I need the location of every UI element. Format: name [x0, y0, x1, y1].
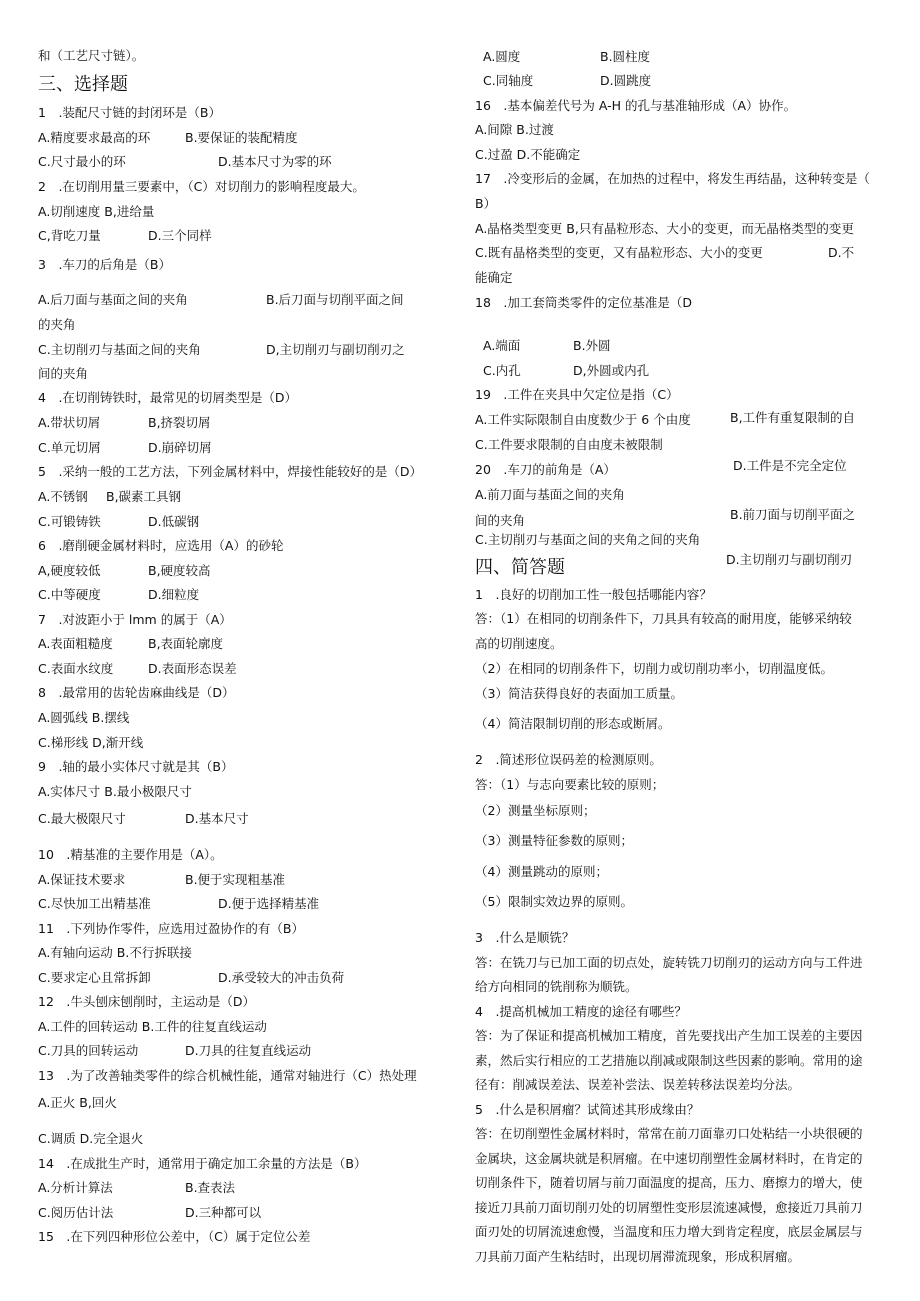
q3-option-c: C.主切削刃与基面之间的夹角 — [38, 342, 201, 357]
sa2-line-5: （5）限制实效边界的原则。 — [475, 894, 633, 909]
q17-option-c: C.既有晶格类型的变更，又有晶粒形态、大小的变更 — [475, 245, 763, 260]
section-3-title: 三、选择题 — [38, 74, 128, 95]
sa2-line-3: （3）测量特征参数的原则； — [475, 833, 633, 848]
q12-option-c: C.刀具的回转运动 — [38, 1043, 139, 1058]
q15-option-c: C.同轴度 — [483, 73, 534, 88]
q7-option-a: A.表面粗糙度 — [38, 636, 113, 651]
sa4-line-3: 径有：削减误差法、误差补尝法、误差转移法误差均分法。 — [475, 1077, 801, 1092]
q20-option-b: B.前刀面与切削平面之 — [730, 507, 856, 522]
q18-option-d: D,外圆或内孔 — [573, 363, 650, 378]
q17-answer: B） — [475, 196, 497, 211]
q17-option-d: D.不 — [828, 245, 855, 260]
q18-option-b: B.外圆 — [573, 338, 611, 353]
sa5-line-6: 刀具前刀面产生粘结时，出现切屑滞流现象，形成积屑瘤。 — [475, 1249, 801, 1264]
q5-option-b: B,碳素工具钢 — [106, 489, 182, 504]
sa1-line-3: （2）在相同的切削条件下，切削力或切削功率小，切削温度低。 — [475, 661, 833, 676]
q19-option-d: D.工件是不完全定位 — [733, 458, 847, 473]
q17-option-d-cont: 能确定 — [475, 270, 513, 285]
q14-option-c: C.阅历估计法 — [38, 1205, 114, 1220]
question-5: 5 .采纳一般的工艺方法，下列金属材料中，焊接性能较好的是（D） — [38, 464, 423, 479]
q4-option-d: D.崩碎切屑 — [148, 440, 212, 455]
sa3-line-1: 答：在铣刀与已加工面的切点处，旋转铣刀切削刃的运动方向与工件进 — [475, 955, 863, 970]
question-9: 9 .轴的最小实体尺寸就是其（B） — [38, 759, 234, 774]
question-10: 10 .精基准的主要作用是（A）。 — [38, 847, 223, 862]
question-19: 19 .工件在夹具中欠定位是指（C） — [475, 387, 679, 402]
q1-option-a: A.精度要求最高的环 — [38, 130, 151, 145]
sa5-line-5: 面刃处的切屑流速愈慢，当温度和压力增大到肯定程度，底层金属层与 — [475, 1224, 863, 1239]
sa1-line-2: 高的切削速度。 — [475, 636, 563, 651]
q20-option-a: A.前刀面与基面之间的夹角 — [475, 487, 625, 502]
q4-option-c: C.单元切屑 — [38, 440, 101, 455]
q10-option-b: B.便于实现粗基准 — [185, 872, 286, 887]
question-15: 15 .在下列四种形位公差中，（C）属于定位公差 — [38, 1229, 311, 1244]
q14-option-a: A.分析计算法 — [38, 1180, 113, 1195]
q18-option-a: A.端面 — [483, 338, 521, 353]
question-6: 6 .磨削硬金属材料时，应选用（A）的砂轮 — [38, 538, 284, 553]
question-8: 8 .最常用的齿轮齿麻曲线是（D） — [38, 685, 235, 700]
sa4-line-2: 素，然后实行相应的工艺措施以削减或限制这些因素的影响。常用的途 — [475, 1053, 863, 1068]
question-4: 4 .在切削铸铁时，最常见的切屑类型是（D） — [38, 390, 298, 405]
q12-option-d: D.刀具的往复直线运动 — [185, 1043, 312, 1058]
q8-option-cd: C.梯形线 D,渐开线 — [38, 735, 144, 750]
q5-option-c: C.可锻铸铁 — [38, 514, 101, 529]
q3-option-b-cont: 的夹角 — [38, 317, 76, 332]
q10-option-d: D.便于选择精基准 — [218, 896, 320, 911]
q9-option-c: C.最大极限尺寸 — [38, 811, 126, 826]
q7-option-c: C.表面水纹度 — [38, 661, 114, 676]
q18-option-c: C.内孔 — [483, 363, 521, 378]
q6-option-b: B,硬度较高 — [148, 563, 211, 578]
question-1: 1 .装配尺寸链的封闭环是（B） — [38, 105, 222, 120]
sa5-line-1: 答：在切削塑性金属材料时，常常在前刀面靠刃口处粘结一小块很硬的 — [475, 1126, 863, 1141]
q5-option-d: D.低碳钢 — [148, 514, 200, 529]
question-2: 2 .在切削用量三要素中，（C）对切削力的影响程度最大。 — [38, 179, 365, 194]
q14-option-b: B.查表法 — [185, 1180, 236, 1195]
q8-option-ab: A.圆弧线 B.摆线 — [38, 710, 130, 725]
q5-option-a: A.不锈钢 — [38, 489, 88, 504]
q1-option-b: B.要保证的装配精度 — [185, 130, 298, 145]
question-18: 18 .加工套筒类零件的定位基准是（D — [475, 295, 693, 310]
sa1-line-4: （3）简洁获得良好的表面加工质量。 — [475, 686, 683, 701]
sa5-line-4: 接近刀具前刀面切削刃处的切屑塑性变形层流速减慢，愈接近刀具前刀 — [475, 1200, 863, 1215]
q13-option-cd: C.调质 D.完全退火 — [38, 1131, 144, 1146]
q4-option-b: B,挤裂切屑 — [148, 415, 211, 430]
question-13: 13 .为了改善轴类零件的综合机械性能，通常对轴进行（C）热处理 — [38, 1068, 417, 1083]
q20-option-b-cont: 间的夹角 — [475, 513, 526, 528]
question-11: 11 .下列协作零件，应选用过盈协作的有（B） — [38, 921, 304, 936]
q9-option-ab: A.实体尺寸 B.最小极限尺寸 — [38, 784, 192, 799]
q16-option-cd: C.过盈 D.不能确定 — [475, 147, 581, 162]
q3-option-d-cont: 间的夹角 — [38, 366, 89, 381]
q6-option-a: A,硬度较低 — [38, 563, 101, 578]
q7-option-b: B,表面轮廓度 — [148, 636, 224, 651]
q11-option-ab: A.有轴向运动 B.不行拆联接 — [38, 945, 192, 960]
q13-option-ab: A.正火 B,回火 — [38, 1095, 117, 1110]
sa2-line-4: （4）测量跳动的原则； — [475, 864, 608, 879]
q7-option-d: D.表面形态误差 — [148, 661, 237, 676]
q2-option-c: C,背吃刀量 — [38, 228, 101, 243]
question-7: 7 .对波距小于 lmm 的属于（A） — [38, 612, 232, 627]
sa2-line-2: （2）测量坐标原则； — [475, 803, 596, 818]
short-answer-2: 2 .简述形位误码差的检测原则。 — [475, 752, 662, 767]
q17-option-ab: A.晶格类型变更 B,只有晶粒形态、大小的变更，而无晶格类型的变更 — [475, 221, 854, 236]
question-3: 3 .车刀的后角是（B） — [38, 257, 172, 272]
question-14: 14 .在成批生产时，通常用于确定加工余量的方法是（B） — [38, 1156, 367, 1171]
short-answer-1: 1 .良好的切削加工性一般包括哪能内容？ — [475, 587, 712, 602]
q15-option-b: B.圆柱度 — [600, 49, 651, 64]
q15-option-a: A.圆度 — [483, 49, 521, 64]
sa5-line-2: 金属块，这金属块就是积屑瘤。在中速切削塑性金属材料时，在肯定的 — [475, 1151, 863, 1166]
question-12: 12 .牛头刨床刨削时，主运动是（D） — [38, 994, 256, 1009]
short-answer-5: 5 .什么是积屑瘤？试简述其形成缘由？ — [475, 1102, 700, 1117]
q20-option-c: C.主切削刃与基面之间的夹角之间的夹角 — [475, 532, 701, 547]
question-20: 20 .车刀的前角是（A） — [475, 462, 616, 477]
q12-option-ab: A.工件的回转运动 B.工件的往复直线运动 — [38, 1019, 267, 1034]
q9-option-d: D.基本尺寸 — [185, 811, 249, 826]
q15-option-d: D.圆跳度 — [600, 73, 652, 88]
q2-option-ab: A.切削速度 B,进给量 — [38, 204, 155, 219]
question-16: 16 .基本偏差代号为 A-H 的孔与基准轴形成（A）协作。 — [475, 98, 797, 113]
q16-option-ab: A.间隙 B.过渡 — [475, 122, 554, 137]
q2-option-d: D.三个同样 — [148, 228, 212, 243]
q14-option-d: D.三种都可以 — [185, 1205, 262, 1220]
q19-option-a: A.工件实际限制自由度数少于 6 个由度 — [475, 412, 691, 427]
q3-option-b: B.后刀面与切削平面之间 — [266, 292, 404, 307]
section-4-title: 四、简答题 — [475, 557, 565, 578]
short-answer-4: 4 .提高机械加工精度的途径有哪些？ — [475, 1004, 687, 1019]
q10-option-c: C.尽快加工出精基准 — [38, 896, 151, 911]
q6-option-c: C.中等硬度 — [38, 587, 101, 602]
q3-option-d: D,主切削刃与副切削刃之 — [266, 342, 405, 357]
q1-option-c: C.尺寸最小的环 — [38, 154, 126, 169]
sa3-line-2: 给方向相同的铣削称为顺铣。 — [475, 979, 638, 994]
q1-option-d: D.基本尺寸为零的环 — [218, 154, 332, 169]
q10-option-a: A.保证技术要求 — [38, 872, 126, 887]
q19-option-c: C.工件要求限制的自由度未被限制 — [475, 437, 663, 452]
sa1-line-5: （4）简洁限制切削的形态或断屑。 — [475, 716, 671, 731]
q11-option-c: C.要求定心且常拆卸 — [38, 970, 151, 985]
short-answer-3: 3 .什么是顺铣？ — [475, 930, 575, 945]
sa1-line-1: 答：（1）在相同的切削条件下，刀具具有较高的耐用度，能够采纳较 — [475, 611, 852, 626]
sa4-line-1: 答：为了保证和提高机械加工精度，首先要找出产生加工误差的主要因 — [475, 1028, 863, 1043]
intro-line: 和（工艺尺寸链）。 — [38, 48, 145, 63]
q11-option-d: D.承受较大的冲击负荷 — [218, 970, 345, 985]
q19-option-b: B,工件有重复限制的自 — [730, 410, 856, 425]
q4-option-a: A.带状切屑 — [38, 415, 101, 430]
q3-option-a: A.后刀面与基面之间的夹角 — [38, 292, 188, 307]
sa5-line-3: 切削条件下，随着切屑与前刀面温度的提高，压力、磨擦力的增大，使 — [475, 1175, 863, 1190]
q6-option-d: D.细粒度 — [148, 587, 200, 602]
q20-option-d: D.主切削刃与副切削刃 — [726, 552, 853, 567]
sa2-line-1: 答：（1）与志向要素比较的原则； — [475, 777, 665, 792]
question-17: 17 .冷变形后的金属，在加热的过程中，将发生再结晶，这种转变是（ — [475, 171, 870, 186]
